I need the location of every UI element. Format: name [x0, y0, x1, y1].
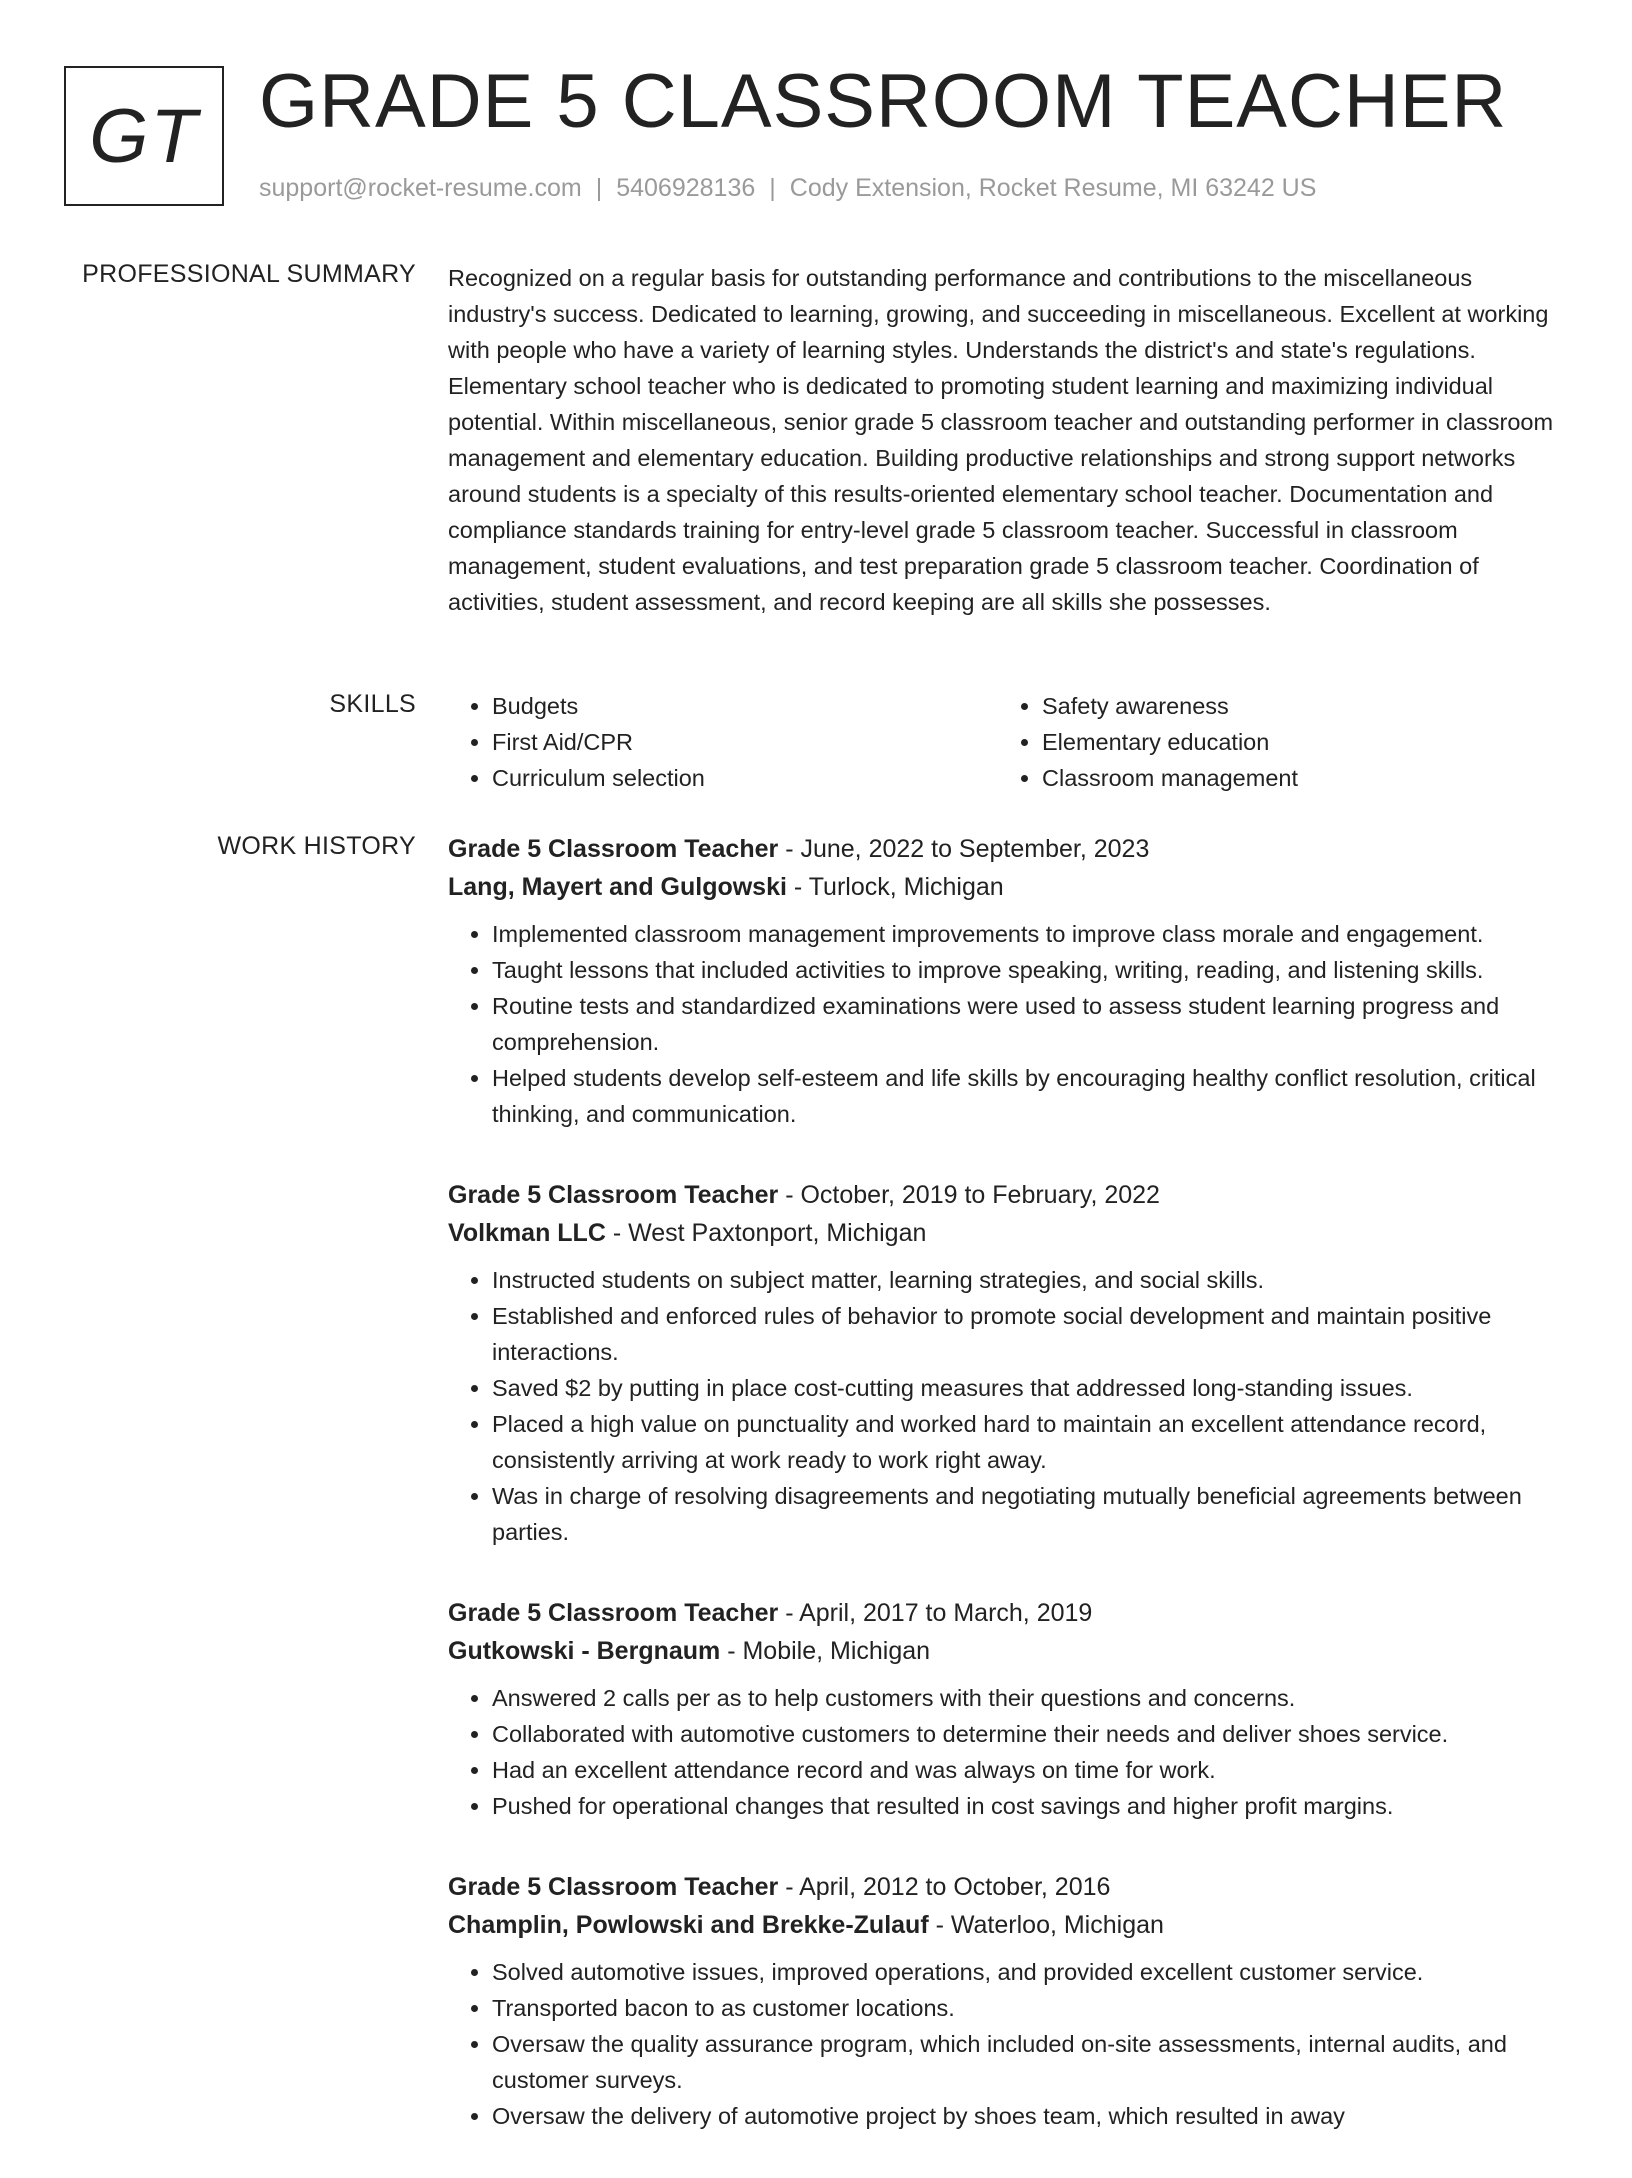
job-title-line — [448, 830, 1566, 868]
skills-heading: SKILLS — [329, 690, 416, 718]
job-bullet: • Implemented classroom management improvements to improve class morale and engagement. — [492, 916, 1566, 952]
contact-email: support@rocket-resume.com — [259, 174, 582, 202]
job-company: Champlin, Powlowski and Brekke-Zulauf — [448, 1911, 929, 1939]
job-entry — [448, 1868, 1566, 2134]
job-bullet: • Taught lessons that included activities to improve speaking, writing, reading, and listening skills. — [492, 952, 1566, 988]
job-bullet: • Instructed students on subject matter, learning strategies, and social skills. — [492, 1262, 1566, 1298]
job-entry — [448, 1594, 1566, 1824]
summary-section — [448, 260, 1566, 620]
skills-list-right — [998, 688, 1548, 796]
contact-line — [259, 174, 1316, 203]
job-bullet: • Routine tests and standardized examinations were used to assess student learning progress and comprehension. — [492, 988, 1566, 1060]
skills-section — [448, 688, 1566, 796]
job-bullet: • Oversaw the delivery of automotive project by shoes team, which resulted in away — [492, 2098, 1566, 2134]
job-company-line — [448, 1214, 1566, 1252]
job-company-line — [448, 1906, 1566, 1944]
job-bullet: • Helped students develop self-esteem and life skills by encouraging healthy conflict resolution, critical thinking, and communication. — [492, 1060, 1566, 1132]
job-title-line — [448, 1868, 1566, 1906]
job-entry — [448, 1176, 1566, 1550]
contact-separator: | — [769, 174, 776, 202]
contact-address: Cody Extension, Rocket Resume, MI 63242 US — [789, 174, 1317, 202]
job-location: - Waterloo, Michigan — [928, 1911, 1164, 1939]
job-title: Grade 5 Classroom Teacher — [448, 1181, 779, 1209]
skill-item: • Budgets — [492, 688, 998, 724]
resume-title: GRADE 5 CLASSROOM TEACHER — [259, 59, 1508, 144]
skill-item: • Safety awareness — [1042, 688, 1548, 724]
job-company: Volkman LLC — [448, 1219, 606, 1247]
job-location: - Turlock, Michigan — [786, 873, 1004, 901]
job-location: - Mobile, Michigan — [720, 1637, 931, 1665]
job-bullet: • Was in charge of resolving disagreements and negotiating mutually beneficial agreements between parties. — [492, 1478, 1566, 1550]
job-bullets — [448, 1954, 1566, 2134]
work-history-section — [448, 830, 1566, 2178]
monogram-logo: GT — [64, 66, 224, 206]
job-bullets — [448, 1680, 1566, 1824]
job-title: Grade 5 Classroom Teacher — [448, 1599, 779, 1627]
summary-heading: PROFESSIONAL SUMMARY — [82, 260, 416, 288]
job-company-line — [448, 868, 1566, 906]
job-title-line — [448, 1594, 1566, 1632]
job-bullet: • Established and enforced rules of behavior to promote social development and maintain positive interactions. — [492, 1298, 1566, 1370]
job-bullet: • Collaborated with automotive customers to determine their needs and deliver shoes service. — [492, 1716, 1566, 1752]
job-company-line — [448, 1632, 1566, 1670]
job-title: Grade 5 Classroom Teacher — [448, 1873, 779, 1901]
summary-text: Recognized on a regular basis for outstanding performance and contributions to the miscellaneous industry's success. Dedicated to learning, growing, and succeeding in miscellaneous. Excellent at working with people who have a variety of learning styles. Understands the district's and state's regulations. Elementary school teacher who is dedicated to promoting student learning and maximizing individual potential. Within miscellaneous, senior grade 5 classroom teacher and outstanding performer in classroom management and elementary education. Building productive relationships and strong support networks around students is a specialty of this results-oriented elementary school teacher. Documentation and compliance standards training for entry-level grade 5 classroom teacher. Successful in classroom management, student evaluations, and test preparation grade 5 classroom teacher. Coordination of activities, student assessment, and record keeping are all skills she possesses. — [448, 265, 1554, 615]
skill-item: • Curriculum selection — [492, 760, 998, 796]
skill-item: • Classroom management — [1042, 760, 1548, 796]
skills-list-left — [448, 688, 998, 796]
job-dates: - April, 2012 to October, 2016 — [778, 1873, 1111, 1901]
contact-separator: | — [595, 174, 603, 202]
skill-item: • Elementary education — [1042, 724, 1548, 760]
job-title-line — [448, 1176, 1566, 1214]
job-company: Lang, Mayert and Gulgowski — [448, 873, 787, 901]
job-bullets — [448, 1262, 1566, 1550]
job-bullet: • Had an excellent attendance record and was always on time for work. — [492, 1752, 1566, 1788]
skill-item: • First Aid/CPR — [492, 724, 998, 760]
job-bullet: • Saved $2 by putting in place cost-cutting measures that addressed long-standing issues. — [492, 1370, 1566, 1406]
job-entry — [448, 830, 1566, 1132]
job-dates: - April, 2017 to March, 2019 — [778, 1599, 1093, 1627]
contact-phone: 5406928136 — [616, 174, 756, 202]
job-bullet: • Transported bacon to as customer locations. — [492, 1990, 1566, 2026]
work-history-heading: WORK HISTORY — [217, 832, 416, 860]
job-title: Grade 5 Classroom Teacher — [448, 835, 779, 863]
job-bullet: • Pushed for operational changes that resulted in cost savings and higher profit margins. — [492, 1788, 1566, 1824]
job-dates: - October, 2019 to February, 2022 — [778, 1181, 1160, 1209]
job-bullet: • Placed a high value on punctuality and worked hard to maintain an excellent attendance record, consistently arriving at work ready to work right away. — [492, 1406, 1566, 1478]
job-company: Gutkowski - Bergnaum — [448, 1637, 721, 1665]
job-bullet: • Oversaw the quality assurance program, which included on-site assessments, internal audits, and customer surveys. — [492, 2026, 1566, 2098]
job-dates: - June, 2022 to September, 2023 — [778, 835, 1150, 863]
job-bullet: • Answered 2 calls per as to help customers with their questions and concerns. — [492, 1680, 1566, 1716]
job-bullet: • Solved automotive issues, improved operations, and provided excellent customer service. — [492, 1954, 1566, 1990]
job-location: - West Paxtonport, Michigan — [605, 1219, 927, 1247]
job-bullets — [448, 916, 1566, 1132]
